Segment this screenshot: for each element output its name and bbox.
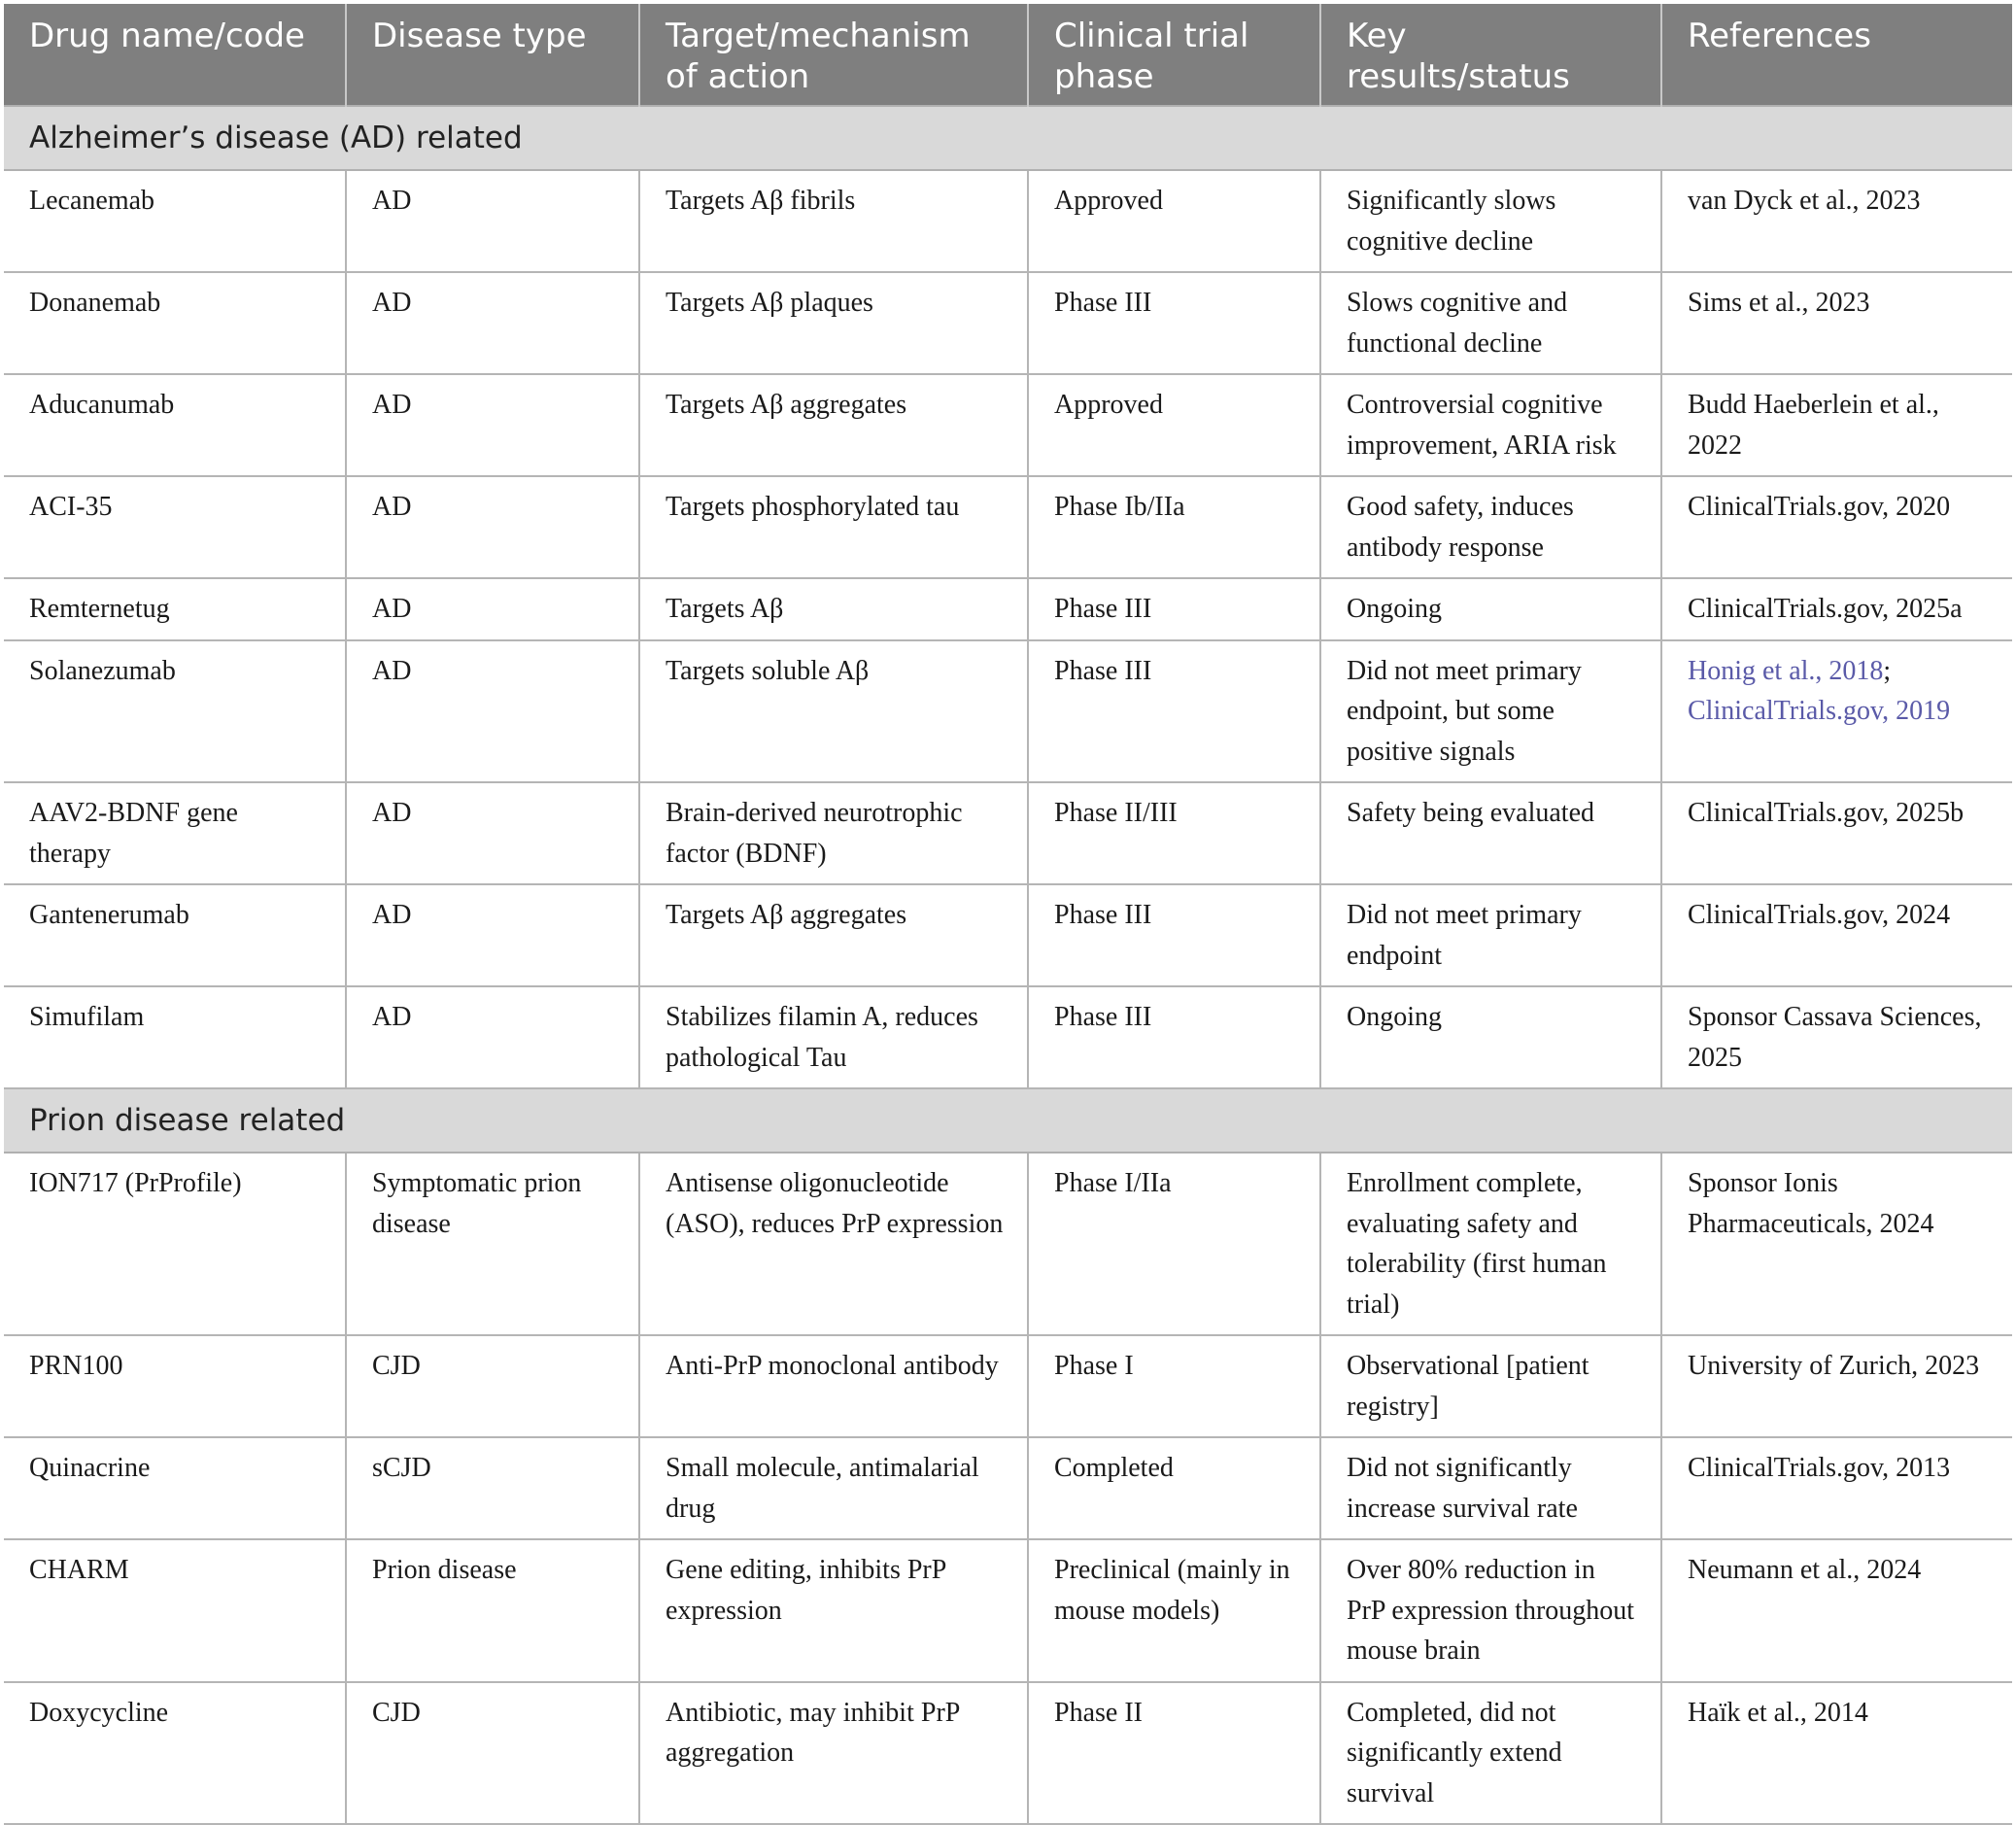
- disease-cell: AD: [346, 476, 639, 578]
- results-cell: Enrollment complete, evaluating safety and tolerability (first human trial): [1320, 1153, 1661, 1335]
- disease-cell: AD: [346, 640, 639, 783]
- drug-cell: ION717 (PrProfile): [4, 1153, 346, 1335]
- col-header-references: References: [1661, 4, 2012, 106]
- table-row: [4, 578, 2012, 640]
- drug-cell: Lecanemab: [4, 170, 346, 272]
- table-row: [4, 272, 2012, 374]
- drug-cell: Doxycycline: [4, 1682, 346, 1825]
- target-cell: Antisense oligonucleotide (ASO), reduces PrP expression: [639, 1153, 1028, 1335]
- drug-cell: Aducanumab: [4, 374, 346, 476]
- target-cell: Targets Aβ: [639, 578, 1028, 640]
- reference-link[interactable]: ClinicalTrials.gov, 2019: [1688, 696, 1951, 726]
- reference-link[interactable]: University of Zurich, 2023: [1661, 1335, 2012, 1437]
- reference-link[interactable]: ClinicalTrials.gov, 2013: [1661, 1437, 2012, 1539]
- drug-cell: PRN100: [4, 1335, 346, 1437]
- disease-cell: AD: [346, 374, 639, 476]
- disease-cell: sCJD: [346, 1437, 639, 1539]
- reference-cell: [1661, 640, 2012, 783]
- table-row: [4, 782, 2012, 884]
- results-cell: Slows cognitive and functional decline: [1320, 272, 1661, 374]
- table-header: [4, 4, 2012, 106]
- col-header-phase: Clinical trial phase: [1028, 4, 1320, 106]
- table-row: [4, 374, 2012, 476]
- reference-link[interactable]: ClinicalTrials.gov, 2020: [1661, 476, 2012, 578]
- results-cell: Completed, did not significantly extend survival: [1320, 1682, 1661, 1825]
- col-header-target: Target/mechanism of action: [639, 4, 1028, 106]
- table-row: [4, 170, 2012, 272]
- disease-cell: AD: [346, 170, 639, 272]
- group-row-prion: [4, 1088, 2012, 1153]
- disease-cell: AD: [346, 578, 639, 640]
- drug-cell: Donanemab: [4, 272, 346, 374]
- reference-link[interactable]: ClinicalTrials.gov, 2025b: [1661, 782, 2012, 884]
- results-cell: Ongoing: [1320, 578, 1661, 640]
- table-row: [4, 986, 2012, 1088]
- phase-cell: Phase III: [1028, 272, 1320, 374]
- target-cell: Targets Aβ plaques: [639, 272, 1028, 374]
- target-cell: Targets Aβ fibrils: [639, 170, 1028, 272]
- results-cell: Did not meet primary endpoint, but some positive signals: [1320, 640, 1661, 783]
- group-title: Prion disease related: [4, 1088, 2012, 1153]
- target-cell: Targets Aβ aggregates: [639, 374, 1028, 476]
- target-cell: Targets Aβ aggregates: [639, 884, 1028, 986]
- disease-cell: AD: [346, 782, 639, 884]
- disease-cell: AD: [346, 272, 639, 374]
- reference-link[interactable]: Sponsor Cassava Sciences, 2025: [1661, 986, 2012, 1088]
- reference-link[interactable]: Neumann et al., 2024: [1661, 1539, 2012, 1682]
- table-row: [4, 1682, 2012, 1825]
- phase-cell: Phase Ib/IIa: [1028, 476, 1320, 578]
- drug-cell: Gantenerumab: [4, 884, 346, 986]
- phase-cell: Phase III: [1028, 986, 1320, 1088]
- results-cell: Significantly slows cognitive decline: [1320, 170, 1661, 272]
- drug-cell: CHARM: [4, 1539, 346, 1682]
- reference-link[interactable]: Sponsor Ionis Pharmaceuticals, 2024: [1661, 1153, 2012, 1335]
- phase-cell: Phase III: [1028, 884, 1320, 986]
- reference-link[interactable]: ClinicalTrials.gov, 2025a: [1661, 578, 2012, 640]
- target-cell: Antibiotic, may inhibit PrP aggregation: [639, 1682, 1028, 1825]
- target-cell: Targets soluble Aβ: [639, 640, 1028, 783]
- results-cell: Did not significantly increase survival rate: [1320, 1437, 1661, 1539]
- group-title: Alzheimer’s disease (AD) related: [4, 106, 2012, 170]
- table-row: [4, 1539, 2012, 1682]
- disease-cell: CJD: [346, 1682, 639, 1825]
- reference-link[interactable]: Sims et al., 2023: [1661, 272, 2012, 374]
- target-cell: Anti-PrP monoclonal antibody: [639, 1335, 1028, 1437]
- col-header-drug: Drug name/code: [4, 4, 346, 106]
- disease-cell: AD: [346, 986, 639, 1088]
- drug-cell: Remternetug: [4, 578, 346, 640]
- results-cell: Over 80% reduction in PrP expression throughout mouse brain: [1320, 1539, 1661, 1682]
- reference-link[interactable]: ClinicalTrials.gov, 2024: [1661, 884, 2012, 986]
- phase-cell: Phase I/IIa: [1028, 1153, 1320, 1335]
- clinical-trials-table: [4, 4, 2012, 1825]
- reference-separator: ;: [1883, 655, 1892, 686]
- phase-cell: Phase III: [1028, 578, 1320, 640]
- disease-cell: Prion disease: [346, 1539, 639, 1682]
- drug-cell: ACI-35: [4, 476, 346, 578]
- reference-link[interactable]: van Dyck et al., 2023: [1661, 170, 2012, 272]
- table-row: [4, 476, 2012, 578]
- table-row: [4, 1153, 2012, 1335]
- table-body: [4, 106, 2012, 1824]
- col-header-results: Key results/status: [1320, 4, 1661, 106]
- drug-cell: Solanezumab: [4, 640, 346, 783]
- target-cell: Stabilizes filamin A, reduces pathological Tau: [639, 986, 1028, 1088]
- results-cell: Safety being evaluated: [1320, 782, 1661, 884]
- header-row: [4, 4, 2012, 106]
- phase-cell: Completed: [1028, 1437, 1320, 1539]
- phase-cell: Phase II/III: [1028, 782, 1320, 884]
- results-cell: Observational [patient registry]: [1320, 1335, 1661, 1437]
- drug-cell: Quinacrine: [4, 1437, 346, 1539]
- table-row: [4, 884, 2012, 986]
- phase-cell: Preclinical (mainly in mouse models): [1028, 1539, 1320, 1682]
- phase-cell: Approved: [1028, 374, 1320, 476]
- group-row-alzheimers: [4, 106, 2012, 170]
- results-cell: Good safety, induces antibody response: [1320, 476, 1661, 578]
- target-cell: Gene editing, inhibits PrP expression: [639, 1539, 1028, 1682]
- col-header-disease: Disease type: [346, 4, 639, 106]
- table-row: [4, 1335, 2012, 1437]
- phase-cell: Approved: [1028, 170, 1320, 272]
- phase-cell: Phase II: [1028, 1682, 1320, 1825]
- drug-cell: Simufilam: [4, 986, 346, 1088]
- table-row: [4, 1437, 2012, 1539]
- results-cell: Ongoing: [1320, 986, 1661, 1088]
- target-cell: Brain-derived neurotrophic factor (BDNF): [639, 782, 1028, 884]
- target-cell: Targets phosphorylated tau: [639, 476, 1028, 578]
- disease-cell: Symptomatic prion disease: [346, 1153, 639, 1335]
- reference-link[interactable]: Honig et al., 2018: [1688, 655, 1884, 686]
- disease-cell: AD: [346, 884, 639, 986]
- reference-link[interactable]: Budd Haeberlein et al., 2022: [1661, 374, 2012, 476]
- disease-cell: CJD: [346, 1335, 639, 1437]
- results-cell: Controversial cognitive improvement, ARIA risk: [1320, 374, 1661, 476]
- phase-cell: Phase I: [1028, 1335, 1320, 1437]
- results-cell: Did not meet primary endpoint: [1320, 884, 1661, 986]
- table-row: [4, 640, 2012, 783]
- reference-link[interactable]: Haïk et al., 2014: [1661, 1682, 2012, 1825]
- phase-cell: Phase III: [1028, 640, 1320, 783]
- target-cell: Small molecule, antimalarial drug: [639, 1437, 1028, 1539]
- drug-cell: AAV2-BDNF gene therapy: [4, 782, 346, 884]
